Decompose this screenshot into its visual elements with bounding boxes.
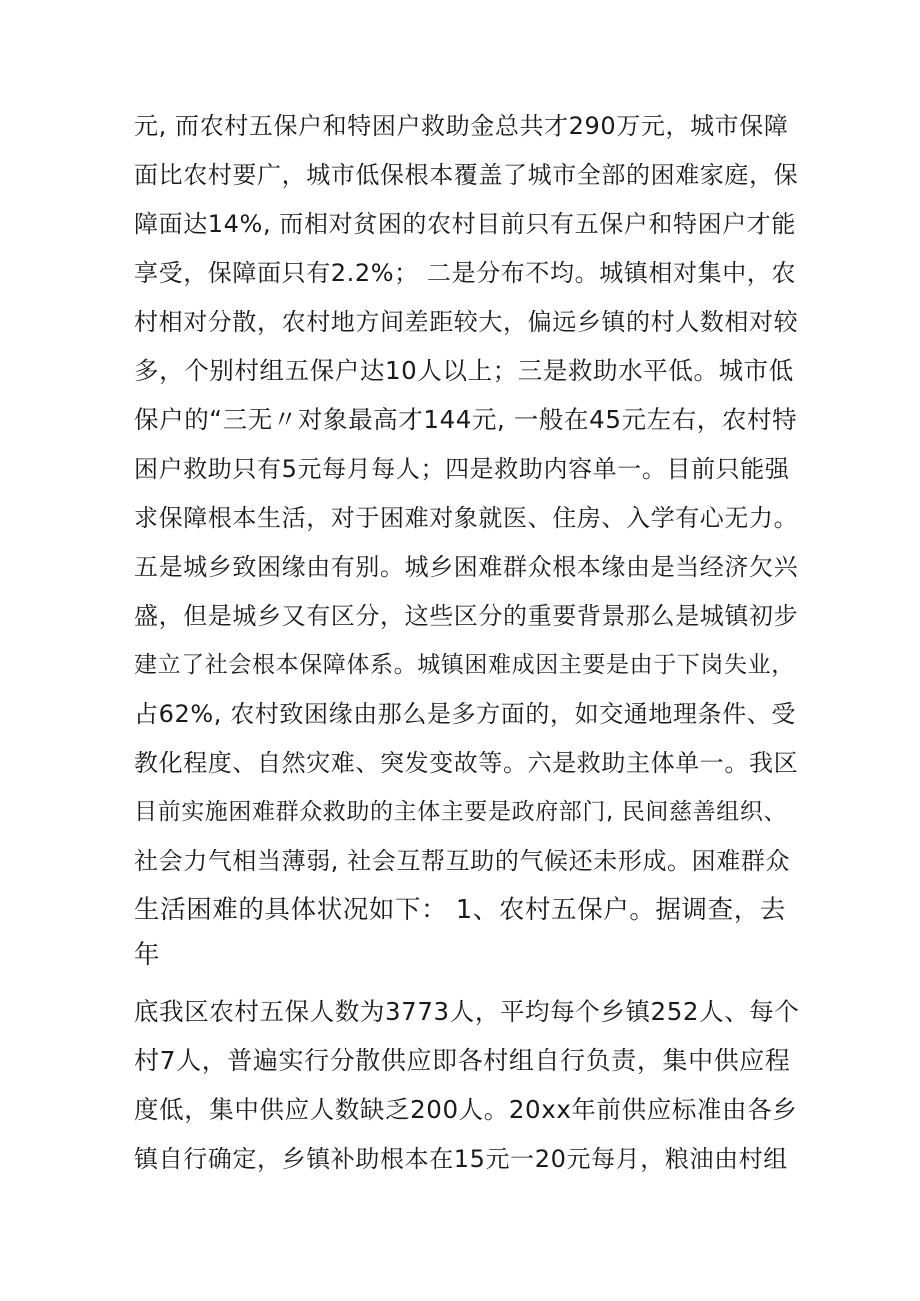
text-line-8: 困户救助只有5元每月每人；四是救助内容单一。目前只能强 [134,455,790,483]
text-line-16: 社会力气相当薄弱, 社会互帮互助的气候还未形成。困难群众 [134,847,791,875]
text-line-5: 村相对分散，农村地方间差距较大，偏远乡镇的村人数相对较 [134,308,799,336]
text-line-14: 教化程度、自然灾难、突发变故等。六是救助主体单一。我区 [134,749,799,777]
text-line-20: 村7人，普遍实行分散供应即各村组自行负责，集中供应程 [134,1046,791,1075]
text-line-10: 五是城乡致困缘由有别。城乡困难群众根本缘由是当经济欠兴 [134,553,799,581]
text-line-9: 求保障根本生活，对于困难对象就医、住房、入学有心无力。 [134,504,799,532]
text-line-17: 生活困难的具体状况如下： 1、农村五保户。据调查，去 [134,895,786,925]
text-line-6: 多，个别村组五保户达10人以上；三是救助水平低。城市低 [134,356,794,385]
text-line-2: 面比农村要广，城市低保根本覆盖了城市全部的困难家庭，保 [134,161,799,189]
text-line-22: 镇自行确定，乡镇补助根本在15元一20元每月，粮油由村组 [134,1145,788,1173]
text-line-12: 建立了社会根本保障体系。城镇困难成因主要是由于下岗失业， [134,652,795,678]
text-line-1: 元, 而农村五保户和特困户救助金总共才290万元，城市保障 [134,112,789,140]
text-line-18: 年 [134,940,161,970]
text-line-7: 保户的“三无〃对象最高才144元, 一般在45元左右，农村特 [134,405,798,434]
text-line-21: 度低，集中供应人数缺乏200人。20xx年前供应标准由各乡 [134,1095,798,1124]
text-line-15: 目前实施困难群众救助的主体主要是政府部门, 民间慈善组织、 [134,799,788,825]
text-line-11: 盛，但是城乡又有区分，这些区分的重要背景那么是城镇初步 [134,602,799,630]
text-line-3: 障面达14%, 而相对贫困的农村目前只有五保户和特困户才能 [134,210,796,238]
text-line-4: 享受，保障面只有2.2%； 二是分布不均。城镇相对集中，农 [134,259,796,287]
text-line-19: 底我区农村五保人数为3773人，平均每个乡镇252人、每个 [134,997,800,1026]
text-line-13: 占62%, 农村致困缘由那么是多方面的，如交通地理条件、受 [134,700,796,728]
